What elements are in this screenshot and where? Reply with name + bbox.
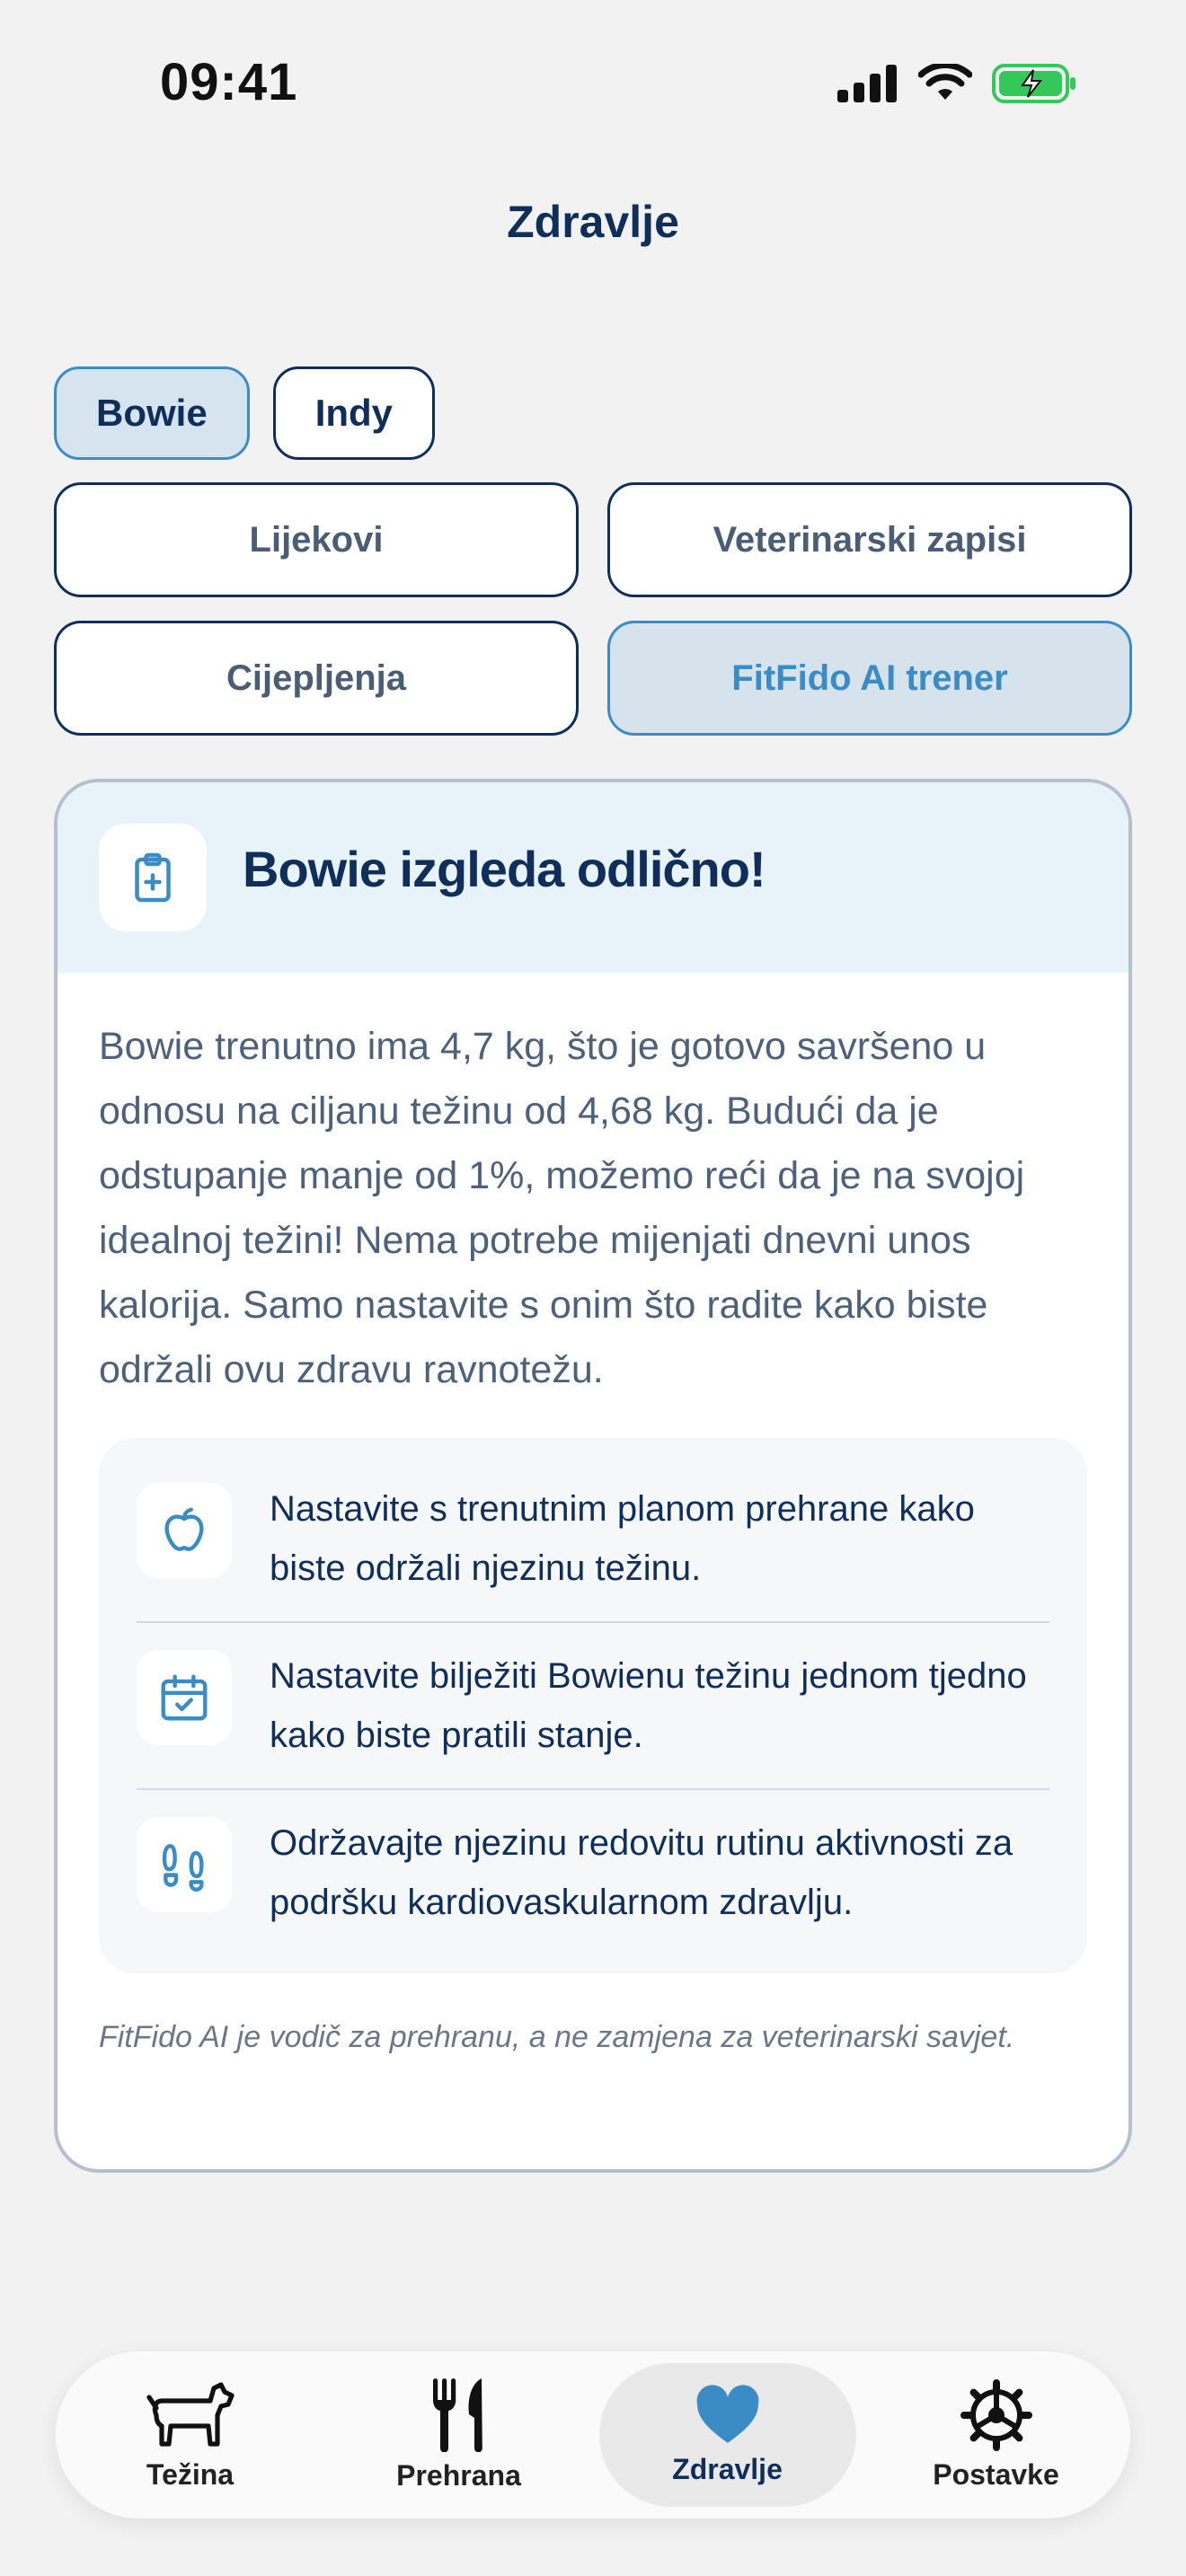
tip-text: Nastavite bilježiti Bowienu težinu jednom tjedno kako biste pratili stanje. (270, 1656, 1027, 1755)
dog-icon (146, 2379, 235, 2451)
tab-weight[interactable] (62, 2363, 319, 2507)
tab-bar (56, 2351, 1130, 2519)
tab-settings[interactable] (868, 2363, 1125, 2507)
page-title: Zdravlje (507, 197, 679, 247)
tab-health[interactable] (599, 2363, 856, 2507)
cellular-signal-icon (837, 65, 898, 102)
heart-icon (694, 2385, 762, 2446)
tab-nutrition[interactable] (331, 2363, 588, 2507)
footprints-icon (137, 1817, 232, 1912)
status-icons (837, 63, 1078, 104)
health-section-selector (54, 482, 1132, 736)
vet-records-button[interactable]: Veterinarski zapisi (607, 482, 1132, 597)
tip-text: Održavajte njezinu redovitu rutinu aktivnosti za podršku kardiovaskularnom zdravlju. (270, 1823, 1013, 1922)
wifi-icon (918, 64, 972, 103)
card-header (58, 782, 1128, 973)
fork-knife-icon (428, 2378, 491, 2452)
clipboard-plus-icon (99, 824, 207, 931)
tip-text: Nastavite s trenutnim planom prehrane kako biste održali njezinu težinu. (270, 1489, 975, 1588)
assessment-text: Bowie trenutno ima 4,7 kg, što je gotovo savršeno u odnosu na ciljanu težinu od 4,68 kg. Budući da je odstupanje manje od 1%, možemo reći da je na svojoj idealnoj težini! Nema potrebe mijenjati dnevni unos kalorija. Samo nastavite s onim što radite kako biste održali ovu zdravu ravnotežu. (99, 1025, 1025, 1391)
ai-coach-card (54, 779, 1132, 2173)
vaccinations-button[interactable]: Cijepljenja (54, 621, 579, 736)
list-item (137, 1456, 1049, 1621)
gear-icon (960, 2379, 1032, 2451)
calendar-check-icon (137, 1650, 232, 1745)
card-title: Bowie izgleda odlično! (243, 840, 766, 897)
tab-label: Postavke (933, 2457, 1059, 2491)
status-bar (0, 0, 1186, 144)
medications-button[interactable]: Lijekovi (54, 482, 579, 597)
pet-selector (54, 366, 435, 460)
pet-chip-indy[interactable]: Indy (273, 366, 435, 460)
apple-icon (137, 1483, 232, 1578)
tab-label: Prehrana (396, 2458, 521, 2492)
list-item (137, 1788, 1049, 1955)
pet-chip-bowie[interactable]: Bowie (54, 366, 250, 460)
tab-label: Zdravlje (672, 2452, 783, 2485)
tips-list (99, 1438, 1087, 1973)
status-time: 09:41 (160, 53, 298, 111)
battery-charging-icon (992, 63, 1078, 104)
tab-label: Težina (146, 2457, 235, 2491)
list-item (137, 1621, 1049, 1788)
ai-coach-button[interactable]: FitFido AI trener (607, 621, 1132, 736)
disclaimer: FitFido AI je vodič za prehranu, a ne zamjena za veterinarski savjet. (99, 2020, 1015, 2054)
